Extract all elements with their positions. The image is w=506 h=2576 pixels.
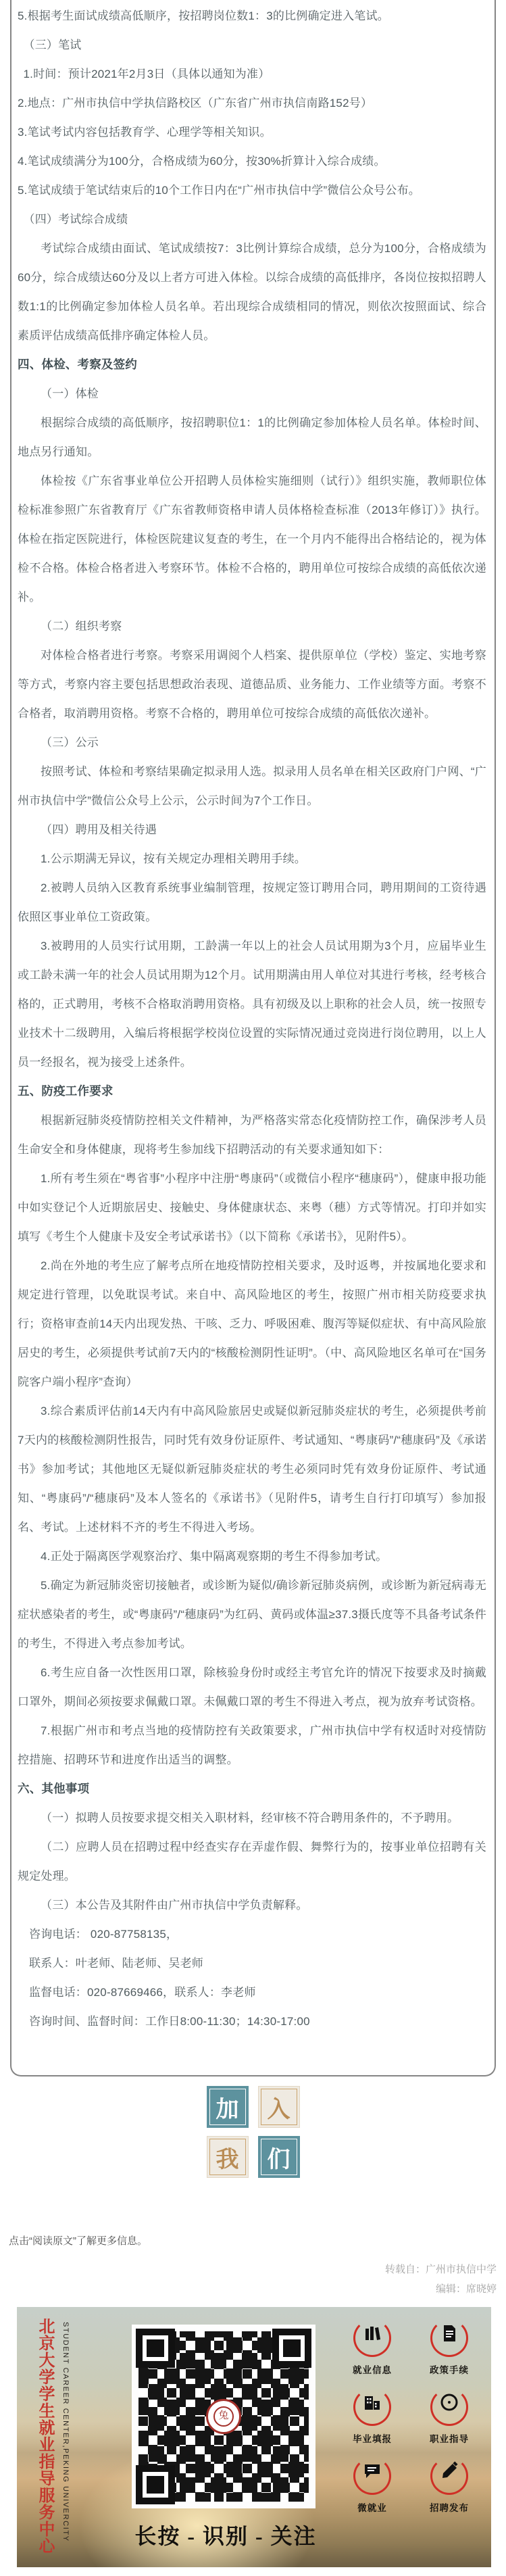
paragraph: 1.时间：预计2021年2月3日（具体以通知为准）	[23, 68, 270, 80]
career-center-banner	[17, 2307, 491, 2567]
qr-cta-text: 长按 - 识别 - 关注	[134, 2524, 317, 2548]
service-item	[415, 2319, 483, 2376]
paragraph: 1.公示期满无异议，按有关规定办理相关聘用手续。	[41, 852, 306, 865]
service-label: 就业信息	[353, 2365, 392, 2375]
service-item	[338, 2457, 406, 2514]
service-item	[338, 2388, 406, 2445]
tile-char: 们	[267, 2146, 290, 2172]
section-heading: 六、其他事项	[18, 1782, 90, 1795]
join-us-tile	[258, 2086, 300, 2128]
paragraph-list	[18, 1, 486, 2036]
paragraph: 3.笔试考试内容包括教育学、心理学等相关知识。	[18, 126, 272, 139]
editor-credit: 编辑：席晓婷	[435, 2283, 497, 2295]
tile-char: 入	[267, 2096, 290, 2122]
join-us-tile	[258, 2136, 300, 2178]
service-label: 微就业	[357, 2503, 387, 2513]
paragraph: 联系人：叶老师、陆老师、吴老师	[29, 1957, 203, 1970]
service-item	[415, 2388, 483, 2445]
qr-finder-icon	[136, 2329, 175, 2368]
document-icon	[430, 2319, 468, 2357]
paragraph: 2.地点：广州市执信中学执信路校区（广东省广州市执信南路152号）	[18, 97, 373, 110]
org-name-chinese: 北京大学学生就业指导服务中心	[36, 2318, 54, 2554]
paragraph: 咨询时间、监督时间：工作日8:00-11:30；14:30-17:00	[29, 2015, 310, 2028]
pencil-icon	[430, 2457, 468, 2495]
org-name-english: STUDENT CAREER CENTER,PEKING UNIVERCITY	[61, 2322, 70, 2542]
paragraph: 按照考试、体检和考察结果确定拟录用人选。拟录用人员名单在相关区政府门户网、“广州市执信中学”微信公众号上公示，公示时间为7个工作日。	[18, 765, 486, 807]
paragraph: 考试综合成绩由面试、笔试成绩按7：3比例计算综合成绩，总分为100分，合格成绩为60分，综合成绩达60分及以上者方可进入体检。以综合成绩的高低排序，各岗位按拟招聘人数1:1的比例确定参加体检人员名单。若出现综合成绩相同的情况，则依次按照面试、综合素质评估成绩高低排序确定体检人员。	[18, 242, 486, 342]
paragraph: 咨询电话： 020-87758135，	[29, 1928, 178, 1941]
paragraph: （四）聘用及相关待遇	[41, 823, 157, 836]
join-us-tile	[207, 2086, 249, 2128]
paragraph: 2.被聘人员纳入区教育系统事业编制管理，按规定签订聘用合同，聘用期间的工资待遇依照区事业单位工资政策。	[18, 881, 486, 923]
paragraph: 4.正处于隔离医学观察治疗、集中隔离观察期的考生不得参加考试。	[41, 1550, 388, 1563]
paragraph: （一）拟聘人员按要求提交相关入职材料，经审核不符合聘用条件的，不予聘用。	[41, 1812, 459, 1824]
join-us-tile	[207, 2136, 249, 2178]
books-icon	[353, 2319, 391, 2357]
paragraph: 根据综合成绩的高低顺序，按招聘职位1：1的比例确定参加体检人员名单。体检时间、地点另行通知。	[18, 416, 486, 458]
paragraph: 7.根据广州市和考点当地的疫情防控有关政策要求，广州市执信中学有权适时对疫情防控措施、招聘环节和进度作出适当的调整。	[18, 1724, 486, 1766]
paragraph: （三）公示	[41, 736, 99, 749]
chat-bubble-icon	[353, 2457, 391, 2495]
paragraph: 根据新冠肺炎疫情防控相关文件精神，为严格落实常态化疫情防控工作，确保涉考人员生命安全和身体健康，现将考生参加线下招聘活动的有关要求通知如下：	[18, 1114, 486, 1156]
paragraph: （三）笔试	[23, 39, 82, 51]
paragraph: （二）应聘人员在招聘过程中经查实存在弄虚作假、舞弊行为的，按事业单位招聘有关规定处理。	[18, 1841, 486, 1882]
repost-source: 转载自：广州市执信中学	[384, 2264, 497, 2275]
paragraph: 体检按《广东省事业单位公开招聘人员体检实施细则（试行）》组织实施，教师职位体检标准参照广东省教育厅《广东省教师资格申请人员体格检查标准（2013年修订）》执行。体检在指定医院进行，体检医院建议复查的考生，在一个月内不能得出合格结论的，视为体检不合格。体检合格者进入考察环节。体检不合格的，聘用单位可按综合成绩的高低依次递补。	[18, 475, 486, 604]
join-us-tiles	[207, 2086, 300, 2178]
paragraph: 6.考生应自备一次性医用口罩，除核验身份时或经主考官允许的情况下按要求及时摘戴口罩外，期间必须按要求佩戴口罩。未佩戴口罩的考生不得进入考点，视为放弃考试资格。	[18, 1666, 486, 1708]
qr-finder-icon	[136, 2465, 175, 2504]
service-label: 政策手续	[430, 2365, 469, 2375]
paragraph: 监督电话：020-87669466，联系人：李老师	[29, 1986, 256, 1999]
service-label: 职业指导	[430, 2434, 469, 2444]
paragraph: 4.笔试成绩满分为100分，合格成绩为60分，按30%折算计入综合成绩。	[18, 155, 386, 168]
qr-finder-icon	[272, 2329, 311, 2368]
paragraph: （二）组织考察	[41, 620, 122, 633]
paragraph: （四）考试综合成绩	[23, 213, 128, 226]
service-item	[415, 2457, 483, 2514]
section-heading: 四、体检、考察及签约	[18, 358, 137, 371]
section-heading: 五、防疫工作要求	[18, 1084, 113, 1098]
paragraph: 对体检合格者进行考察。考察采用调阅个人档案、提供原单位（学校）鉴定、实地考察等方式，考察内容主要包括思想政治表现、道德品质、业务能力、工作业绩等方面。考察不合格者，取消聘用资格。考察不合格的，聘用单位可按综合成绩的高低依次递补。	[18, 649, 486, 720]
paragraph: （一）体检	[41, 387, 99, 400]
school-seal-icon: 兔	[206, 2399, 241, 2434]
paragraph: 1.所有考生须在“粤省事”小程序中注册“粤康码”（或微信小程序“穗康码”），健康申报功能中如实登记个人近期旅居史、接触史、身体健康状态、来粤（穗）方式等情况。打印并如实填写《考生个人健康卡及安全考试承诺书》（以下简称《承诺书》，见附件5）。	[18, 1172, 486, 1243]
tile-char: 我	[216, 2146, 239, 2172]
paragraph: 2.尚在外地的考生应了解考点所在地疫情防控相关要求，及时返粤，并按属地化要求和规定进行管理，以免耽误考试。来自中、高风险地区的考生，按照广州市相关防疫要求执行；资格审查前14天内出现发热、干咳、乏力、呼吸困难、腹泻等疑似症状、有中高风险旅居史的考生，必须提供考试前7天内的“核酸检测阴性证明”。（中、高风险地区名单可在“国务院客户端小程序”查询）	[18, 1259, 486, 1388]
service-item	[338, 2319, 406, 2376]
read-more-hint[interactable]: 点击“阅读原文”了解更多信息。	[9, 2235, 147, 2247]
paragraph: 3.被聘用的人员实行试用期，工龄满一年以上的社会人员试用期为3个月，应届毕业生或工龄未满一年的社会人员试用期为12个月。试用期满由用人单位对其进行考核，经考核合格的，正式聘用，考核不合格取消聘用资格。具有初级及以上职称的社会人员，统一按照专业技术十二级聘用，入编后将根据学校岗位设置的实际情况通过竞岗进行岗位聘用，以上人员一经报名，视为接受上述条件。	[18, 940, 486, 1069]
compass-icon	[430, 2388, 468, 2426]
qr-code[interactable]	[132, 2325, 315, 2508]
paragraph: 3.综合素质评估前14天内有中高风险旅居史或疑似新冠肺炎症状的考生，必须提供考前7天内的核酸检测阴性报告，同时凭有效身份证原件、考试通知、“粤康码”/“穗康码”及《承诺书》参加考试；其他地区无疑似新冠肺炎症状的考生必须同时凭有效身份证原件、考试通知、“粤康码”/“穗康码”及本人签名的《承诺书》（见附件5，请考生自行打印填写）参加报名、考试。上述材料不齐的考生不得进入考场。	[18, 1405, 486, 1534]
paragraph: 5.笔试成绩于笔试结束后的10个工作日内在“广州市执信中学”微信公众号公布。	[18, 184, 421, 197]
paragraph: 5.根据考生面试成绩高低顺序，按招聘岗位数1：3的比例确定进入笔试。	[18, 9, 389, 22]
paragraph: （三）本公告及其附件由广州市执信中学负责解释。	[41, 1899, 308, 1912]
announcement-body	[10, 0, 496, 2076]
tile-char: 加	[216, 2096, 239, 2122]
paragraph: 5.确定为新冠肺炎密切接触者，或诊断为疑似/确诊新冠肺炎病例，或诊断为新冠病毒无症状感染者的考生，或“粤康码”/“穗康码”为红码、黄码或体温≥37.3摄氏度等不具备考试条件的考生，不得进入考点参加考试。	[18, 1579, 486, 1650]
service-label: 招聘发布	[430, 2503, 469, 2513]
building-icon	[353, 2388, 391, 2426]
service-grid	[338, 2319, 483, 2514]
service-label: 毕业填报	[353, 2434, 392, 2444]
